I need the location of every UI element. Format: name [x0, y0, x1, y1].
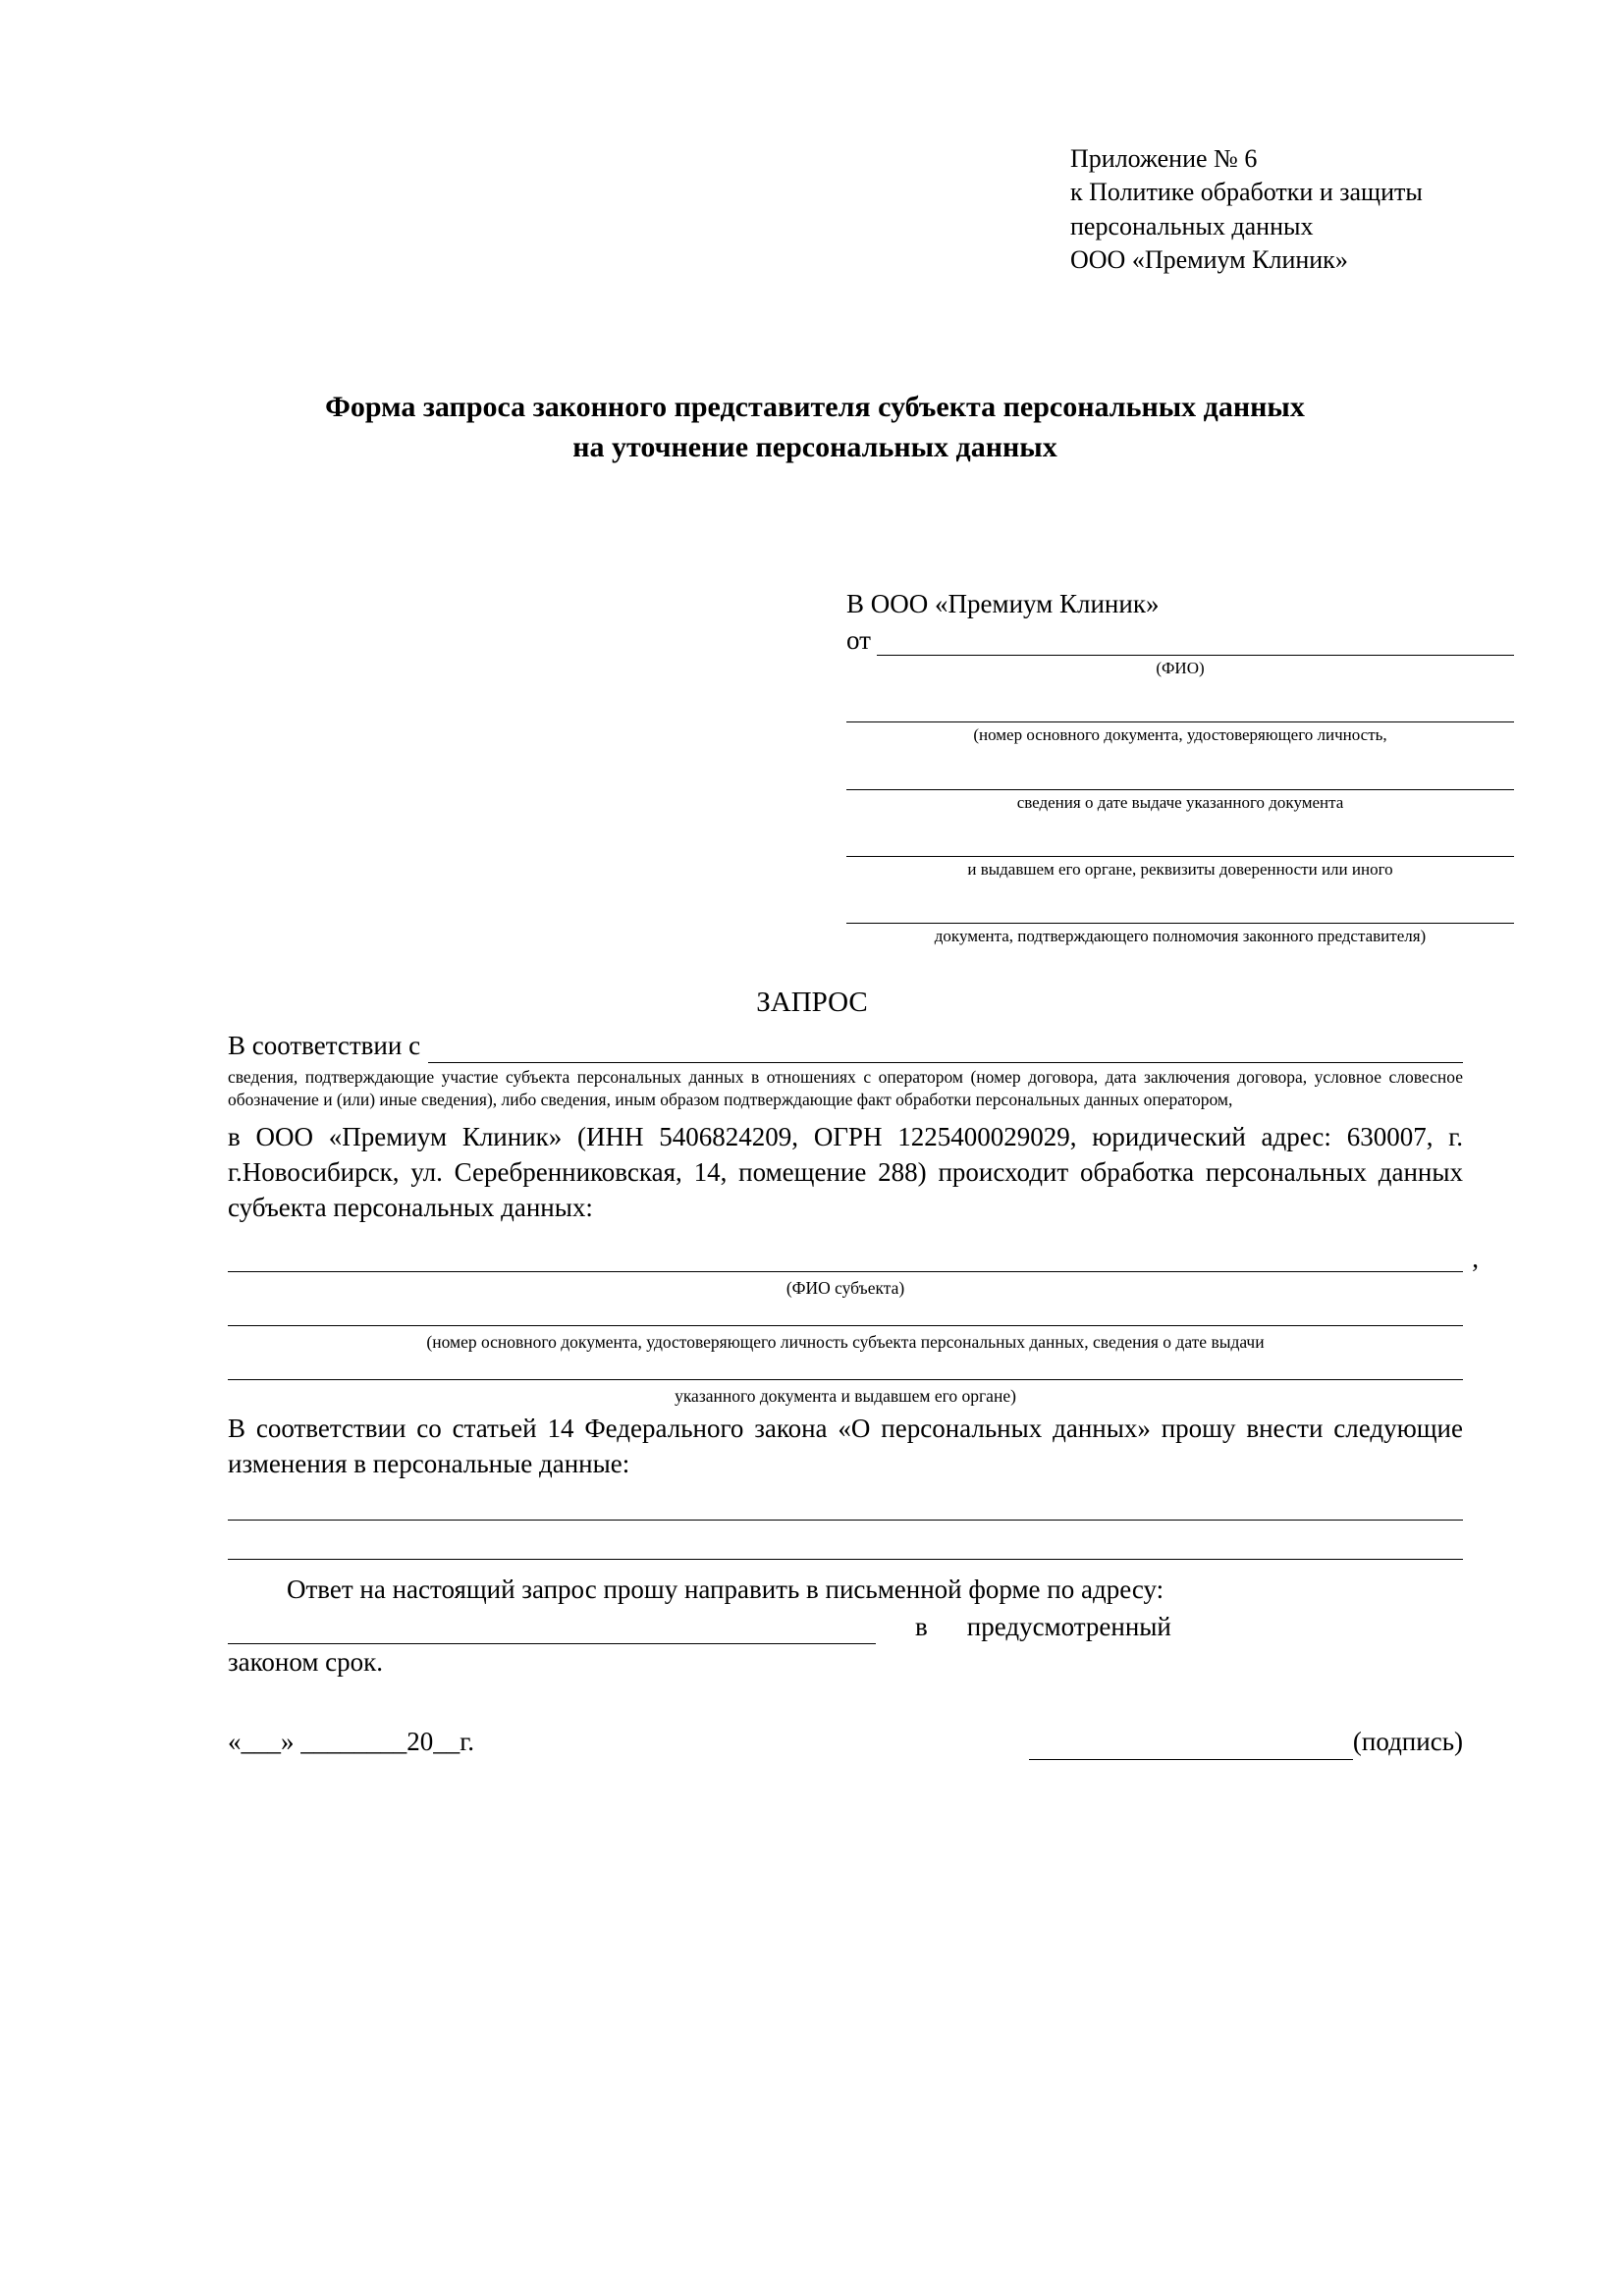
answer-word-tail: предусмотренный: [966, 1611, 1171, 1641]
answer-address-input[interactable]: [228, 1622, 876, 1644]
from-doc-issuer-caption: и выдавшем его органе, реквизиты доверенности или иного: [967, 859, 1393, 879]
intro-note: сведения, подтверждающие участие субъекта персональных данных в отношениях с оператором (номер договора, дата заключения договора, условное словесное обозначение и (или) иные сведения), либо сведения, иным образом подтверждающие факт обработки персональных данных оператором,: [228, 1067, 1463, 1109]
document-header: [1070, 142, 1581, 277]
request-body: [228, 1029, 1479, 1760]
from-doc-date-caption: сведения о дате выдаче указанного документа: [1016, 792, 1344, 812]
answer-word-v: в: [915, 1611, 928, 1641]
intro-input[interactable]: [428, 1041, 1463, 1063]
answer-paragraph: Ответ на настоящий запрос прошу направить в письменной форме по адресу:: [287, 1575, 1164, 1605]
signature-input[interactable]: [1029, 1737, 1353, 1760]
changes-input-2[interactable]: [228, 1559, 1463, 1560]
header-line-3: персональных данных: [1070, 211, 1314, 240]
date-template[interactable]: «___» ________20__г.: [228, 1727, 475, 1757]
subject-fio-caption: (ФИО субъекта): [785, 1278, 905, 1299]
changes-input-1[interactable]: [228, 1520, 1463, 1521]
signature-caption: (подпись): [1352, 1727, 1463, 1757]
subject-doc-caption: (номер основного документа, удостоверяющего личность субъекта персональных данных, сведения о дате выдачи: [426, 1332, 1265, 1353]
header-line-4: ООО «Премиум Клиник»: [1070, 244, 1348, 274]
subject-fio-input[interactable]: [228, 1271, 1463, 1272]
law-paragraph: В соответствии со статьей 14 Федерального закона «О персональных данных» прошу внести следующие изменения в персональные данные:: [228, 1414, 1463, 1479]
changes-row-2: [228, 1526, 1463, 1566]
signature-area: [1029, 1725, 1463, 1759]
from-doc-authority-input[interactable]: [846, 889, 1514, 924]
subject-fio-row: [228, 1239, 1479, 1278]
subject-doc-input[interactable]: [228, 1325, 1463, 1326]
from-fio-caption: (ФИО): [1156, 659, 1205, 677]
from-fio-input[interactable]: [877, 633, 1514, 656]
changes-row-1: [228, 1481, 1463, 1526]
header-line-1: Приложение № 6: [1070, 144, 1258, 173]
subject-fio-comma: ,: [1472, 1244, 1479, 1274]
org-paragraph: в ООО «Премиум Клиник» (ИНН 5406824209, ОГРН 1225400029029, юридический адрес: 630007, г. г.Новосибирск, ул. Серебренниковская, 14, помещение 288) происходит обработка персональных данных субъекта персональных данных:: [228, 1121, 1463, 1222]
intro-row: [228, 1029, 1463, 1063]
request-heading: ЗАПРОС: [756, 987, 868, 1018]
from-doc-number-caption: (номер основного документа, удостоверяющего личность,: [973, 725, 1387, 745]
from-row: [846, 625, 1514, 656]
subject-doc-input-2[interactable]: [228, 1379, 1463, 1380]
subject-doc-row-2: [228, 1353, 1463, 1386]
page-title-line-2: на уточнение персональных данных: [572, 430, 1057, 463]
from-doc-issuer-input[interactable]: [846, 823, 1514, 857]
subject-doc-row: [228, 1299, 1463, 1332]
from-doc-date-input[interactable]: [846, 756, 1514, 790]
from-doc-number-input[interactable]: [846, 688, 1514, 722]
subject-doc-caption-2: указанного документа и выдавшем его органе): [675, 1386, 1016, 1407]
from-doc-authority-caption: документа, подтверждающего полномочия законного представителя): [934, 927, 1427, 945]
page-title: [206, 388, 1424, 467]
page-title-line-1: Форма запроса законного представителя субъекта персональных данных: [325, 391, 1305, 423]
addressee-block: [846, 589, 1514, 946]
addressee-org: В ООО «Премиум Клиник»: [846, 589, 1160, 618]
intro-label: В соответствии с: [228, 1031, 421, 1060]
from-label: от: [846, 625, 871, 655]
answer-last-line: законом срок.: [228, 1646, 384, 1677]
signature-row: [228, 1725, 1463, 1759]
header-line-2: к Политике обработки и защиты: [1070, 178, 1423, 207]
answer-address-row: [228, 1610, 1463, 1644]
